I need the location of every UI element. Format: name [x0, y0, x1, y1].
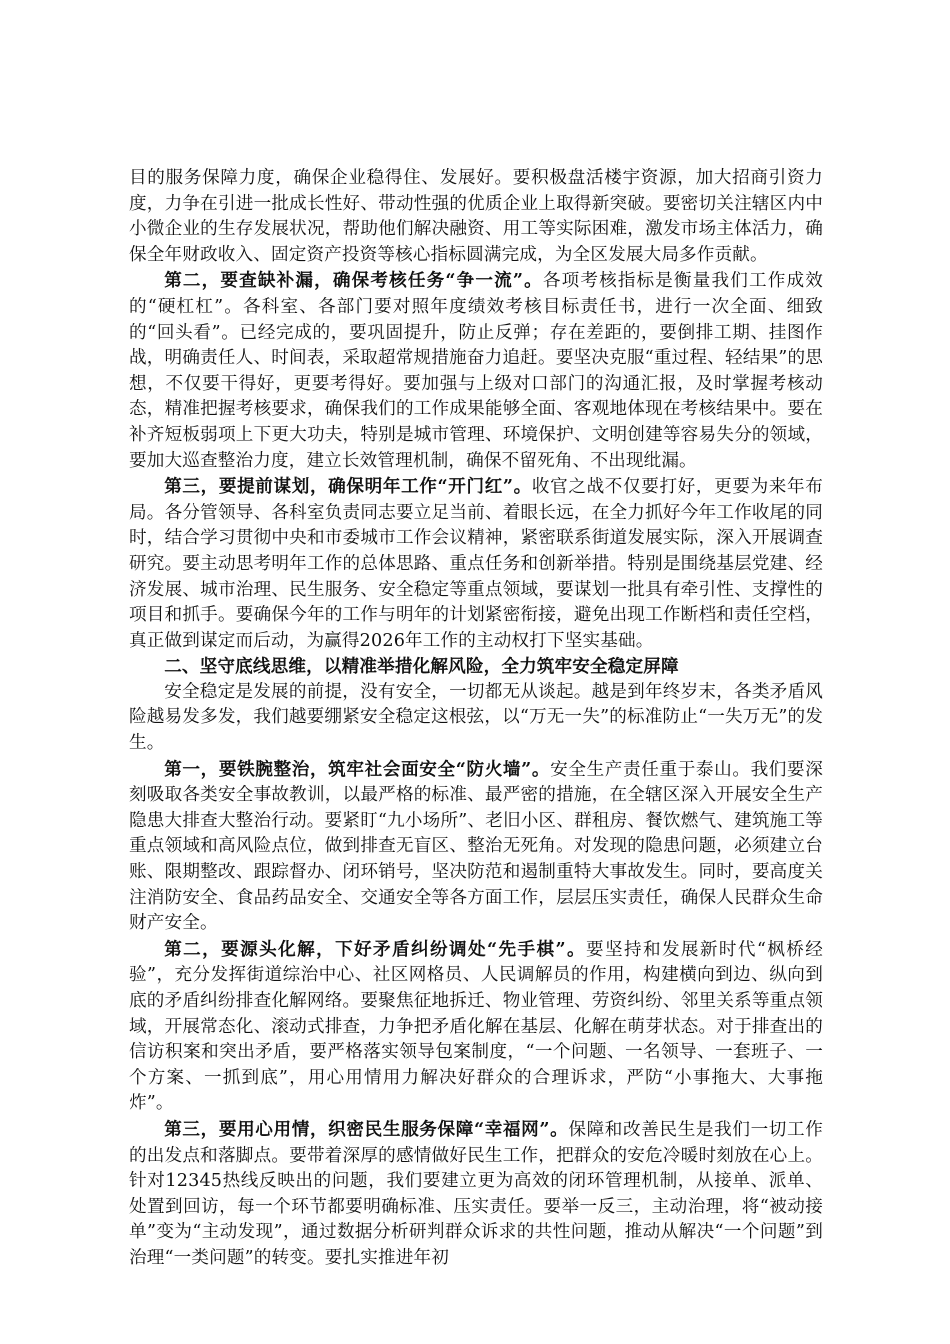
paragraph-text: 安全稳定是发展的前提，没有安全，一切都无从谈起。越是到年终岁末，各类矛盾风险越易发多发，我们越要绷紧安全稳定这根弦，以“万无一失”的标准防止“一失万无”的发生。 — [129, 681, 823, 754]
paragraph-continuation — [129, 166, 823, 268]
paragraph-lead: 第二，要查缺补漏，确保考核任务“争一流”。 — [164, 270, 543, 292]
paragraph-lead: 第三，要提前谋划，确保明年工作“开门红”。 — [164, 476, 532, 498]
paragraph-point-3-planning — [129, 474, 823, 654]
paragraph-lead: 第二，要源头化解，下好矛盾纠纷调处“先手棋”。 — [164, 938, 586, 960]
section-heading-text: 二、坚守底线思维，以精准举措化解风险，全力筑牢安全稳定屏障 — [164, 656, 679, 678]
paragraph-lead: 第一，要铁腕整治，筑牢社会面安全“防火墙”。 — [164, 758, 551, 780]
paragraph-text: 收官之战不仅要打好，更要为来年布局。各分管领导、各科室负责同志要立足当前、着眼长远，在全力抓好今年工作收尾的同时，结合学习贯彻中央和市委城市工作会议精神，紧密联系街道发展实际，深入开展调查研究。要主动思考明年工作的总体思路、重点任务和创新举措。特别是围绕基层党建、经济发展、城市治理、民生服务、安全稳定等重点领域，要谋划一批具有牵引性、支撑性的项目和抓手。要确保今年的工作与明年的计划紧密衔接，避免出现工作断档和责任空档，真正做到谋定而后动，为赢得2026年工作的主动权打下坚实基础。 — [129, 477, 823, 651]
document-page — [129, 166, 823, 1272]
paragraph-point-3-livelihood — [129, 1117, 823, 1272]
paragraph-text: 目的服务保障力度，确保企业稳得住、发展好。要积极盘活楼宇资源，加大招商引资力度，力争在引进一批成长性好、带动性强的优质企业上取得新突破。要密切关注辖区内中小微企业的生存发展状况，帮助他们解决融资、用工等实际困难，激发市场主体活力，确保全年财政收入、固定资产投资等核心指标圆满完成，为全区发展大局多作贡献。 — [129, 168, 823, 265]
paragraph-text: 保障和改善民生是我们一切工作的出发点和落脚点。要带着深厚的感情做好民生工作，把群众的安危冷暖时刻放在心上。针对12345热线反映出的问题，我们要建立更为高效的闭环管理机制，从接单、派单、处置到回访，每一个环节都要明确标准、压实责任。要举一反三，主动治理，将“被动接单”变为“主动发现”，通过数据分析研判群众诉求的共性问题，推动从解决“一个问题”到治理“一类问题”的转变。要扎实推进年初 — [129, 1119, 823, 1268]
paragraph-lead: 第三，要用心用情，织密民生服务保障“幸福网”。 — [164, 1118, 569, 1140]
paragraph-text: 安全生产责任重于泰山。我们要深刻吸取各类安全事故教训，以最严格的标准、最严密的措施，在全辖区深入开展安全生产隐患大排查大整治行动。要紧盯“九小场所”、老旧小区、群租房、餐饮燃气、建筑施工等重点领域和高风险点位，做到排查无盲区、整治无死角。对发现的隐患问题，必须建立台账、限期整改、跟踪督办、闭环销号，坚决防范和遏制重特大事故发生。同时，要高度关注消防安全、食品药品安全、交通安全等各方面工作，层层压实责任，确保人民群众生命财产安全。 — [129, 759, 823, 934]
paragraph-section-intro — [129, 680, 823, 757]
paragraph-text: 要坚持和发展新时代“枫桥经验”，充分发挥街道综治中心、社区网格员、人民调解员的作用，构建横向到边、纵向到底的矛盾纠纷排查化解网络。要聚焦征地拆迁、物业管理、劳资纠纷、邻里关系等重点领域，开展常态化、滚动式排查，力争把矛盾化解在基层、化解在萌芽状态。对于排查出的信访积案和突出矛盾，要严格落实领导包案制度，“一个问题、一名领导、一套班子、一个方案、一抓到底”，用心用情用力解决好群众的合理诉求，严防“小事拖大、大事拖炸”。 — [129, 939, 823, 1114]
paragraph-point-2-disputes — [129, 937, 823, 1117]
paragraph-point-1-safety — [129, 757, 823, 937]
paragraph-text: 各项考核指标是衡量我们工作成效的“硬杠杠”。各科室、各部门要对照年度绩效考核目标责任书，进行一次全面、细致的“回头看”。已经完成的，要巩固提升，防止反弹；存在差距的，要倒排工期、挂图作战，明确责任人、时间表，采取超常规措施奋力追赶。要坚决克服“重过程、轻结果”的思想，不仅要干得好，更要考得好。要加强与上级对口部门的沟通汇报，及时掌握考核动态，精准把握考核要求，确保我们的工作成果能够全面、客观地体现在考核结果中。要在补齐短板弱项上下更大功夫，特别是城市管理、环境保护、文明创建等容易失分的领域，要加大巡查整治力度，建立长效管理机制，确保不留死角、不出现纰漏。 — [129, 271, 823, 471]
paragraph-point-2-assessment — [129, 268, 823, 474]
section-heading — [129, 654, 823, 680]
